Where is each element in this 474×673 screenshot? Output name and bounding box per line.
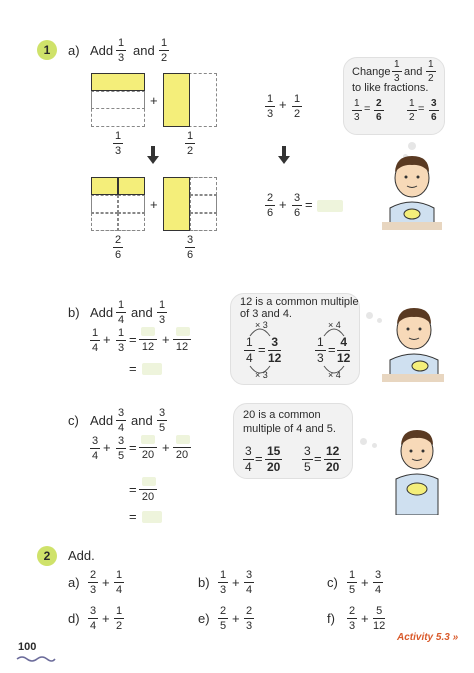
- q1c-answer-box[interactable]: [142, 511, 162, 523]
- thought-dot: [372, 443, 377, 448]
- q2f-plus: +: [361, 611, 369, 626]
- q1b-frac-2: 1 3: [159, 299, 166, 326]
- bubble-c-eq2-sign: =: [314, 451, 322, 466]
- q1a-frac-2: 1 2: [161, 37, 168, 64]
- diagram-plus-2: +: [150, 197, 158, 212]
- diagram-label-third: 1 3: [115, 130, 122, 157]
- q1c-equals-3: =: [129, 509, 137, 524]
- halves-diagram: [163, 73, 217, 127]
- boy-resting-illustration: [382, 300, 444, 382]
- bubble-c-text-1: 20 is a common: [243, 409, 321, 421]
- thirds-cell: [91, 91, 145, 109]
- diagram-plus-1: +: [150, 93, 158, 108]
- q1b-expr-plus: +: [103, 332, 111, 347]
- q1c-equals-2: =: [129, 482, 137, 497]
- footer-squiggle-decoration: [16, 654, 56, 662]
- q1b-letter: b): [68, 305, 80, 320]
- sixths-cell: [118, 213, 145, 231]
- q2c-frac-2: 3 4: [375, 569, 382, 596]
- bubble-a-frac-2: 1 2: [428, 59, 434, 84]
- sixths-cell: [118, 195, 145, 213]
- q1c-num-box-1[interactable]: [141, 435, 155, 444]
- shaded-half: [163, 73, 190, 127]
- q2b-plus: +: [232, 575, 240, 590]
- result-equals: =: [305, 197, 313, 212]
- shaded-half-sixths: [163, 177, 190, 231]
- bubble-a-frac-1: 1 3: [394, 59, 400, 84]
- q2a-frac-2: 1 4: [116, 569, 123, 596]
- q2c-plus: +: [361, 575, 369, 590]
- q2f-letter: f): [327, 611, 335, 626]
- q1b-answer-box[interactable]: [142, 363, 162, 375]
- q1c-expr-plus: +: [103, 440, 111, 455]
- boy-holding-plate-illustration: [388, 425, 446, 515]
- expr-frac-1: 1 3: [267, 93, 274, 120]
- q2e-frac-2: 2 3: [246, 605, 253, 632]
- q1c-frac-2: 3 5: [159, 407, 166, 434]
- sixths-diagram-left: [91, 177, 145, 231]
- q1c-denom-1: 20: [139, 446, 157, 461]
- q1c-plus-2: +: [162, 440, 170, 455]
- bubble-a-like: to like fractions.: [352, 82, 429, 94]
- q2e-plus: +: [232, 611, 240, 626]
- bubble-c-eq1-right: 15 20: [267, 444, 281, 474]
- q1b-equals-2: =: [129, 361, 137, 376]
- thirds-diagram: [91, 73, 145, 127]
- q2d-letter: d): [68, 611, 80, 626]
- bubble-c-text-2: multiple of 4 and 5.: [243, 423, 336, 435]
- diagram-label-three-sixths: 3 6: [187, 234, 194, 261]
- q1b-num-box-2[interactable]: [176, 327, 190, 336]
- sixths-cell: [91, 213, 118, 231]
- result-frac-1: 2 6: [267, 192, 274, 219]
- q1a-and: and: [133, 43, 155, 58]
- bubble-b-text-2: of 3 and 4.: [240, 308, 292, 320]
- bubble-c-eq1-left: 3 4: [245, 444, 252, 474]
- q2e-frac-1: 2 5: [220, 605, 227, 632]
- q2c-letter: c): [327, 575, 338, 590]
- q1b-frac-1: 1 4: [118, 299, 125, 326]
- q1c-frac-1: 3 4: [118, 407, 125, 434]
- q2d-frac-2: 1 2: [116, 605, 123, 632]
- q2c-frac-1: 1 5: [349, 569, 356, 596]
- bubble-a-change: Change: [352, 66, 391, 78]
- bubble-b-x3-bottom: × 3: [255, 370, 268, 380]
- bubble-a-eq2-left: 1 2: [409, 98, 415, 123]
- bubble-c-eq2-left: 3 5: [304, 444, 311, 474]
- arrow-stem-right: [282, 146, 286, 156]
- bubble-b-eq1-left: 1 4: [246, 335, 253, 365]
- diagram-label-two-sixths: 2 6: [115, 234, 122, 261]
- bubble-b-text-1: 12 is a common multiple: [240, 296, 359, 308]
- sixths-diagram-right: [163, 177, 217, 231]
- q1a-letter: a): [68, 43, 80, 58]
- q1a-prompt: Add: [90, 43, 114, 58]
- activity-link[interactable]: Activity 5.3 »: [397, 632, 459, 643]
- q2b-frac-2: 3 4: [246, 569, 253, 596]
- arrow-down-left-icon: [147, 156, 159, 164]
- boy-thinking-illustration: [382, 150, 442, 230]
- diagram-label-half: 1 2: [187, 130, 194, 157]
- q2a-frac-1: 2 3: [90, 569, 97, 596]
- bubble-a-eq1-sign: =: [364, 103, 371, 115]
- result-plus: +: [279, 197, 287, 212]
- thought-dot: [360, 438, 367, 445]
- q1b-and: and: [131, 305, 153, 320]
- shaded-sixth-1: [91, 177, 118, 195]
- q1c-num-box-2[interactable]: [176, 435, 190, 444]
- arrow-down-right-icon: [278, 156, 290, 164]
- q1c-expr-frac-2: 3 5: [118, 435, 125, 462]
- q1b-denom-1: 12: [139, 338, 157, 353]
- q1c-prompt: Add: [90, 413, 114, 428]
- bubble-a-eq2-right: 3 6: [431, 98, 437, 123]
- expr-frac-2: 1 2: [294, 93, 301, 120]
- q1c-letter: c): [68, 413, 79, 428]
- bubble-b-eq1-right: 3 12: [268, 335, 282, 365]
- bubble-a-and: and: [404, 66, 423, 78]
- q1c-num-box-3[interactable]: [142, 477, 156, 486]
- bubble-b-eq2-right: 4 12: [337, 335, 351, 365]
- q2b-frac-1: 1 3: [220, 569, 227, 596]
- question-1-badge: 1: [37, 40, 57, 60]
- q1c-and: and: [131, 413, 153, 428]
- q1c-denom-2: 20: [173, 446, 191, 461]
- shaded-sixth-2: [118, 177, 145, 195]
- thought-dot: [408, 142, 416, 150]
- q2e-letter: e): [198, 611, 210, 626]
- answer-box[interactable]: [317, 200, 343, 212]
- q1b-expr-frac-1: 1 4: [92, 327, 99, 354]
- thought-dot: [366, 312, 373, 319]
- page-number: 100: [18, 641, 37, 653]
- q1b-equals: =: [129, 332, 137, 347]
- bubble-b-x4-bottom: × 4: [328, 370, 341, 380]
- bubble-a-eq2-sign: =: [418, 103, 425, 115]
- result-frac-2: 3 6: [294, 192, 301, 219]
- q1b-expr-frac-2: 1 3: [118, 327, 125, 354]
- question-2-badge: 2: [37, 546, 57, 566]
- sixths-cell: [91, 195, 118, 213]
- q2f-frac-2: 5 12: [373, 605, 386, 632]
- q1b-denom-2: 12: [173, 338, 191, 353]
- bubble-a-eq1-right: 2 6: [376, 98, 382, 123]
- q2d-frac-1: 3 4: [90, 605, 97, 632]
- bubble-b-eq1-sign: =: [258, 342, 266, 357]
- bubble-c-eq2-right: 12 20: [326, 444, 340, 474]
- q1a-frac-1: 1 3: [118, 37, 125, 64]
- q2a-plus: +: [102, 575, 110, 590]
- q2b-letter: b): [198, 575, 210, 590]
- q1b-prompt: Add: [90, 305, 114, 320]
- bubble-b-x4-top: × 4: [328, 320, 341, 330]
- bubble-b-x3-top: × 3: [255, 320, 268, 330]
- q2d-plus: +: [102, 611, 110, 626]
- sixths-cell: [190, 213, 217, 231]
- q1c-equals: =: [129, 440, 137, 455]
- q1b-num-box-1[interactable]: [141, 327, 155, 336]
- q1b-plus-2: +: [162, 332, 170, 347]
- q2-prompt: Add.: [68, 548, 95, 563]
- q2a-letter: a): [68, 575, 80, 590]
- bubble-b-eq2-sign: =: [328, 342, 336, 357]
- bubble-a-eq1-left: 1 3: [354, 98, 360, 123]
- arrow-stem-left: [151, 146, 155, 156]
- expr-plus: +: [279, 97, 287, 112]
- sixths-cell: [190, 177, 217, 195]
- q1c-denom-3: 20: [139, 488, 157, 503]
- sixths-cell: [190, 195, 217, 213]
- shaded-third: [91, 73, 145, 91]
- bubble-b-eq2-left: 1 3: [317, 335, 324, 365]
- q1c-expr-frac-1: 3 4: [92, 435, 99, 462]
- q2f-frac-1: 2 3: [349, 605, 356, 632]
- bubble-c-eq1-sign: =: [255, 451, 263, 466]
